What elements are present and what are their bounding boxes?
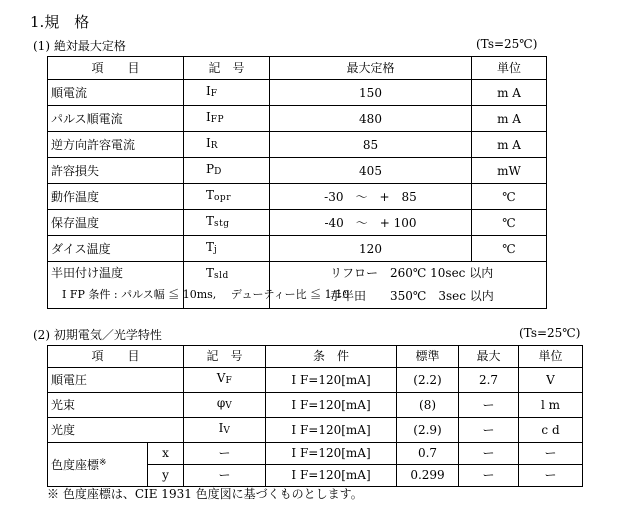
sec2-title: (2) 初期電気／光学特性 [33, 328, 162, 342]
row-item: 逆方向許容電流 [48, 132, 184, 158]
row-unit: m A [472, 80, 547, 106]
row-typical: (2.2) [397, 368, 459, 393]
sec1-note: I FP 条件 : パルス幅 ≦ 10ms, デューティー比 ≦ 1/10 [62, 288, 350, 301]
table-row [48, 443, 583, 465]
row-symbol: ー [184, 465, 266, 487]
row-max: ー [459, 465, 519, 487]
row-item: 順電流 [48, 80, 184, 106]
footnote-mark: ※ [99, 458, 107, 468]
row-unit: m A [472, 106, 547, 132]
row-item: ダイス温度 [48, 236, 184, 262]
row-max: ー [459, 418, 519, 443]
solder-hand: 手半田 350℃ 3sec 以内 [330, 289, 494, 303]
table-row [48, 184, 547, 210]
row-symbol: IV [184, 418, 266, 443]
row-value: -40 ～ + 100 [270, 210, 472, 236]
row-max: 2.7 [459, 368, 519, 393]
row-unit: ー [519, 443, 583, 465]
row-symbol: IFP [184, 106, 270, 132]
sec1-condition: (Ts=25℃) [476, 37, 538, 51]
row-symbol: Tstg [184, 210, 270, 236]
header-symbol: 記 号 [184, 57, 270, 80]
header-unit: 単位 [472, 57, 547, 80]
electro-optical-table [47, 345, 583, 487]
header-unit: 単位 [519, 346, 583, 368]
row-unit: c d [519, 418, 583, 443]
table-row [48, 132, 547, 158]
row-item: 光度 [48, 418, 184, 443]
header-max-rating: 最大定格 [270, 57, 472, 80]
row-symbol: VF [184, 368, 266, 393]
chroma-axis-y: y [148, 465, 184, 487]
table-row [48, 210, 547, 236]
chroma-axis-x: x [148, 443, 184, 465]
absolute-max-ratings-table [47, 56, 547, 309]
section-title: 1.規 格 [30, 13, 90, 31]
row-unit: ℃ [472, 210, 547, 236]
row-value: 150 [270, 80, 472, 106]
row-typical: (8) [397, 393, 459, 418]
header-max: 最大 [459, 346, 519, 368]
sec1-title: (1) 絶対最大定格 [33, 39, 126, 53]
table-row [48, 106, 547, 132]
row-item: 許容損失 [48, 158, 184, 184]
row-symbol: PD [184, 158, 270, 184]
solder-symbol: Tsld [184, 262, 270, 309]
table-header-row [48, 57, 547, 80]
row-item: 保存温度 [48, 210, 184, 236]
sec2-note: ※ 色度座標は、CIE 1931 色度図に基づくものとします。 [47, 487, 363, 501]
table-row [48, 236, 547, 262]
table-header-row [48, 346, 583, 368]
row-symbol: Tj [184, 236, 270, 262]
row-value: 85 [270, 132, 472, 158]
row-unit: ー [519, 465, 583, 487]
row-unit: V [519, 368, 583, 393]
row-symbol: φV [184, 393, 266, 418]
row-symbol: Topr [184, 184, 270, 210]
row-value: 120 [270, 236, 472, 262]
row-value: -30 ～ + 85 [270, 184, 472, 210]
row-condition: I F=120[mA] [266, 368, 397, 393]
table-row [48, 393, 583, 418]
row-typical: 0.299 [397, 465, 459, 487]
row-condition: I F=120[mA] [266, 443, 397, 465]
row-typical: 0.7 [397, 443, 459, 465]
chroma-item: 色度座標※ [48, 443, 148, 487]
row-max: ー [459, 443, 519, 465]
row-unit: mW [472, 158, 547, 184]
row-condition: I F=120[mA] [266, 393, 397, 418]
header-item: 項 目 [48, 346, 184, 368]
table-row [48, 158, 547, 184]
row-value: 405 [270, 158, 472, 184]
row-condition: I F=120[mA] [266, 418, 397, 443]
row-typical: (2.9) [397, 418, 459, 443]
row-max: ー [459, 393, 519, 418]
solder-item: 半田付け温度 [48, 262, 184, 309]
row-item: パルス順電流 [48, 106, 184, 132]
row-symbol: ー [184, 443, 266, 465]
row-unit: l m [519, 393, 583, 418]
header-condition: 条 件 [266, 346, 397, 368]
row-symbol: IF [184, 80, 270, 106]
row-unit: m A [472, 132, 547, 158]
table-row [48, 418, 583, 443]
row-item: 光束 [48, 393, 184, 418]
row-condition: I F=120[mA] [266, 465, 397, 487]
header-item: 項 目 [48, 57, 184, 80]
row-item: 動作温度 [48, 184, 184, 210]
table-row [48, 368, 583, 393]
row-value: 480 [270, 106, 472, 132]
row-item: 順電圧 [48, 368, 184, 393]
table-row [48, 80, 547, 106]
solder-reflow: リフロー 260℃ 10sec 以内 [330, 266, 494, 280]
header-typical: 標準 [397, 346, 459, 368]
row-symbol: IR [184, 132, 270, 158]
row-unit: ℃ [472, 184, 547, 210]
row-unit: ℃ [472, 236, 547, 262]
sec2-condition: (Ts=25℃) [519, 326, 581, 340]
header-symbol: 記 号 [184, 346, 266, 368]
